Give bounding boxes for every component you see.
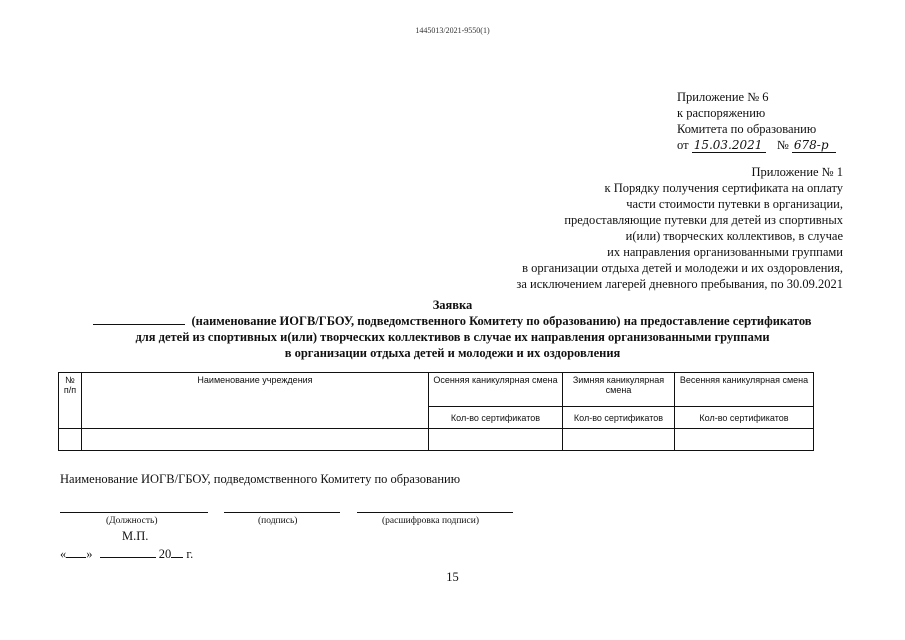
annex-1-line: Приложение № 1 xyxy=(751,165,843,179)
col-winter-header: Зимняя каникулярная смена xyxy=(563,373,675,407)
cell-number[interactable] xyxy=(59,429,82,451)
col-name-header: Наименование учреждения xyxy=(82,373,429,429)
cell-autumn[interactable] xyxy=(429,429,563,451)
date-line xyxy=(60,546,193,562)
stamp-place: М.П. xyxy=(122,529,149,543)
table-row xyxy=(59,429,814,451)
cell-spring[interactable] xyxy=(675,429,814,451)
cell-name[interactable] xyxy=(82,429,429,451)
signature-line xyxy=(224,512,340,513)
date-close-quote: » xyxy=(86,547,93,561)
document-number: 1445013/2021-9550(1) xyxy=(415,26,490,35)
title-line-2: для детей из спортивных и(или) творческих коллективов в случае их направления организованными группами xyxy=(135,330,770,344)
date-open-quote: « xyxy=(60,547,67,561)
annex-1-line: части стоимости путевки в организации, xyxy=(626,197,843,211)
col-number-header: № п/п xyxy=(59,373,82,429)
winter-count-header: Кол-во сертификатов xyxy=(563,407,675,429)
certificates-table xyxy=(58,372,814,451)
title-blank xyxy=(93,313,185,325)
autumn-count-header: Кол-во сертификатов xyxy=(429,407,563,429)
annex-6-line2: к распоряжению xyxy=(677,106,766,120)
month-blank xyxy=(100,546,156,558)
annex-1-line: к Порядку получения сертификата на оплату xyxy=(604,181,843,195)
annex-1-line: их направления организованными группами xyxy=(607,245,843,259)
application-title xyxy=(0,297,905,361)
year-prefix: 20 xyxy=(158,547,172,561)
title-line-3: в организации отдыха детей и молодежи и их оздоровления xyxy=(284,346,621,360)
annex-1-line: и(или) творческих коллективов, в случае xyxy=(625,229,843,243)
annex-1-line: в организации отдыха детей и молодежи и их оздоровления, xyxy=(522,261,843,275)
decode-caption: (расшифровка подписи) xyxy=(382,516,479,526)
page-number: 15 xyxy=(446,570,459,584)
table-header-row xyxy=(59,373,814,407)
annex-1-line: за исключением лагерей дневного пребывания, по 30.09.2021 xyxy=(516,277,843,291)
day-blank xyxy=(66,546,86,558)
col-spring-header: Весенняя каникулярная смена xyxy=(675,373,814,407)
cell-winter[interactable] xyxy=(563,429,675,451)
title-heading: Заявка xyxy=(432,298,473,312)
position-caption: (Должность) xyxy=(106,516,158,526)
annex-6-title: Приложение № 6 xyxy=(677,90,769,104)
annex-6-block xyxy=(677,89,836,153)
col-autumn-header: Осенняя каникулярная смена xyxy=(429,373,563,407)
number-label: № xyxy=(776,138,789,152)
year-suffix: г. xyxy=(186,547,194,561)
position-line xyxy=(60,512,208,513)
handwritten-date: 15.03.2021 xyxy=(692,139,766,153)
annex-6-line3: Комитета по образованию xyxy=(677,122,817,136)
annex-1-line: предоставляющие путевки для детей из спортивных xyxy=(564,213,843,227)
organization-name-line: Наименование ИОГВ/ГБОУ, подведомственного Комитету по образованию xyxy=(60,472,461,486)
annex-6-date-row xyxy=(677,137,836,153)
signature-decode-line xyxy=(357,512,513,513)
handwritten-number: 678-р xyxy=(792,139,836,153)
from-label: от xyxy=(677,138,689,152)
year-blank xyxy=(171,546,183,558)
signature-caption: (подпись) xyxy=(258,516,298,526)
annex-1-block xyxy=(516,164,843,292)
title-line-1 xyxy=(0,313,905,329)
spring-count-header: Кол-во сертификатов xyxy=(675,407,814,429)
title-line-1-text: (наименование ИОГВ/ГБОУ, подведомственного Комитету по образованию) на предоставление сертификатов xyxy=(191,314,812,328)
